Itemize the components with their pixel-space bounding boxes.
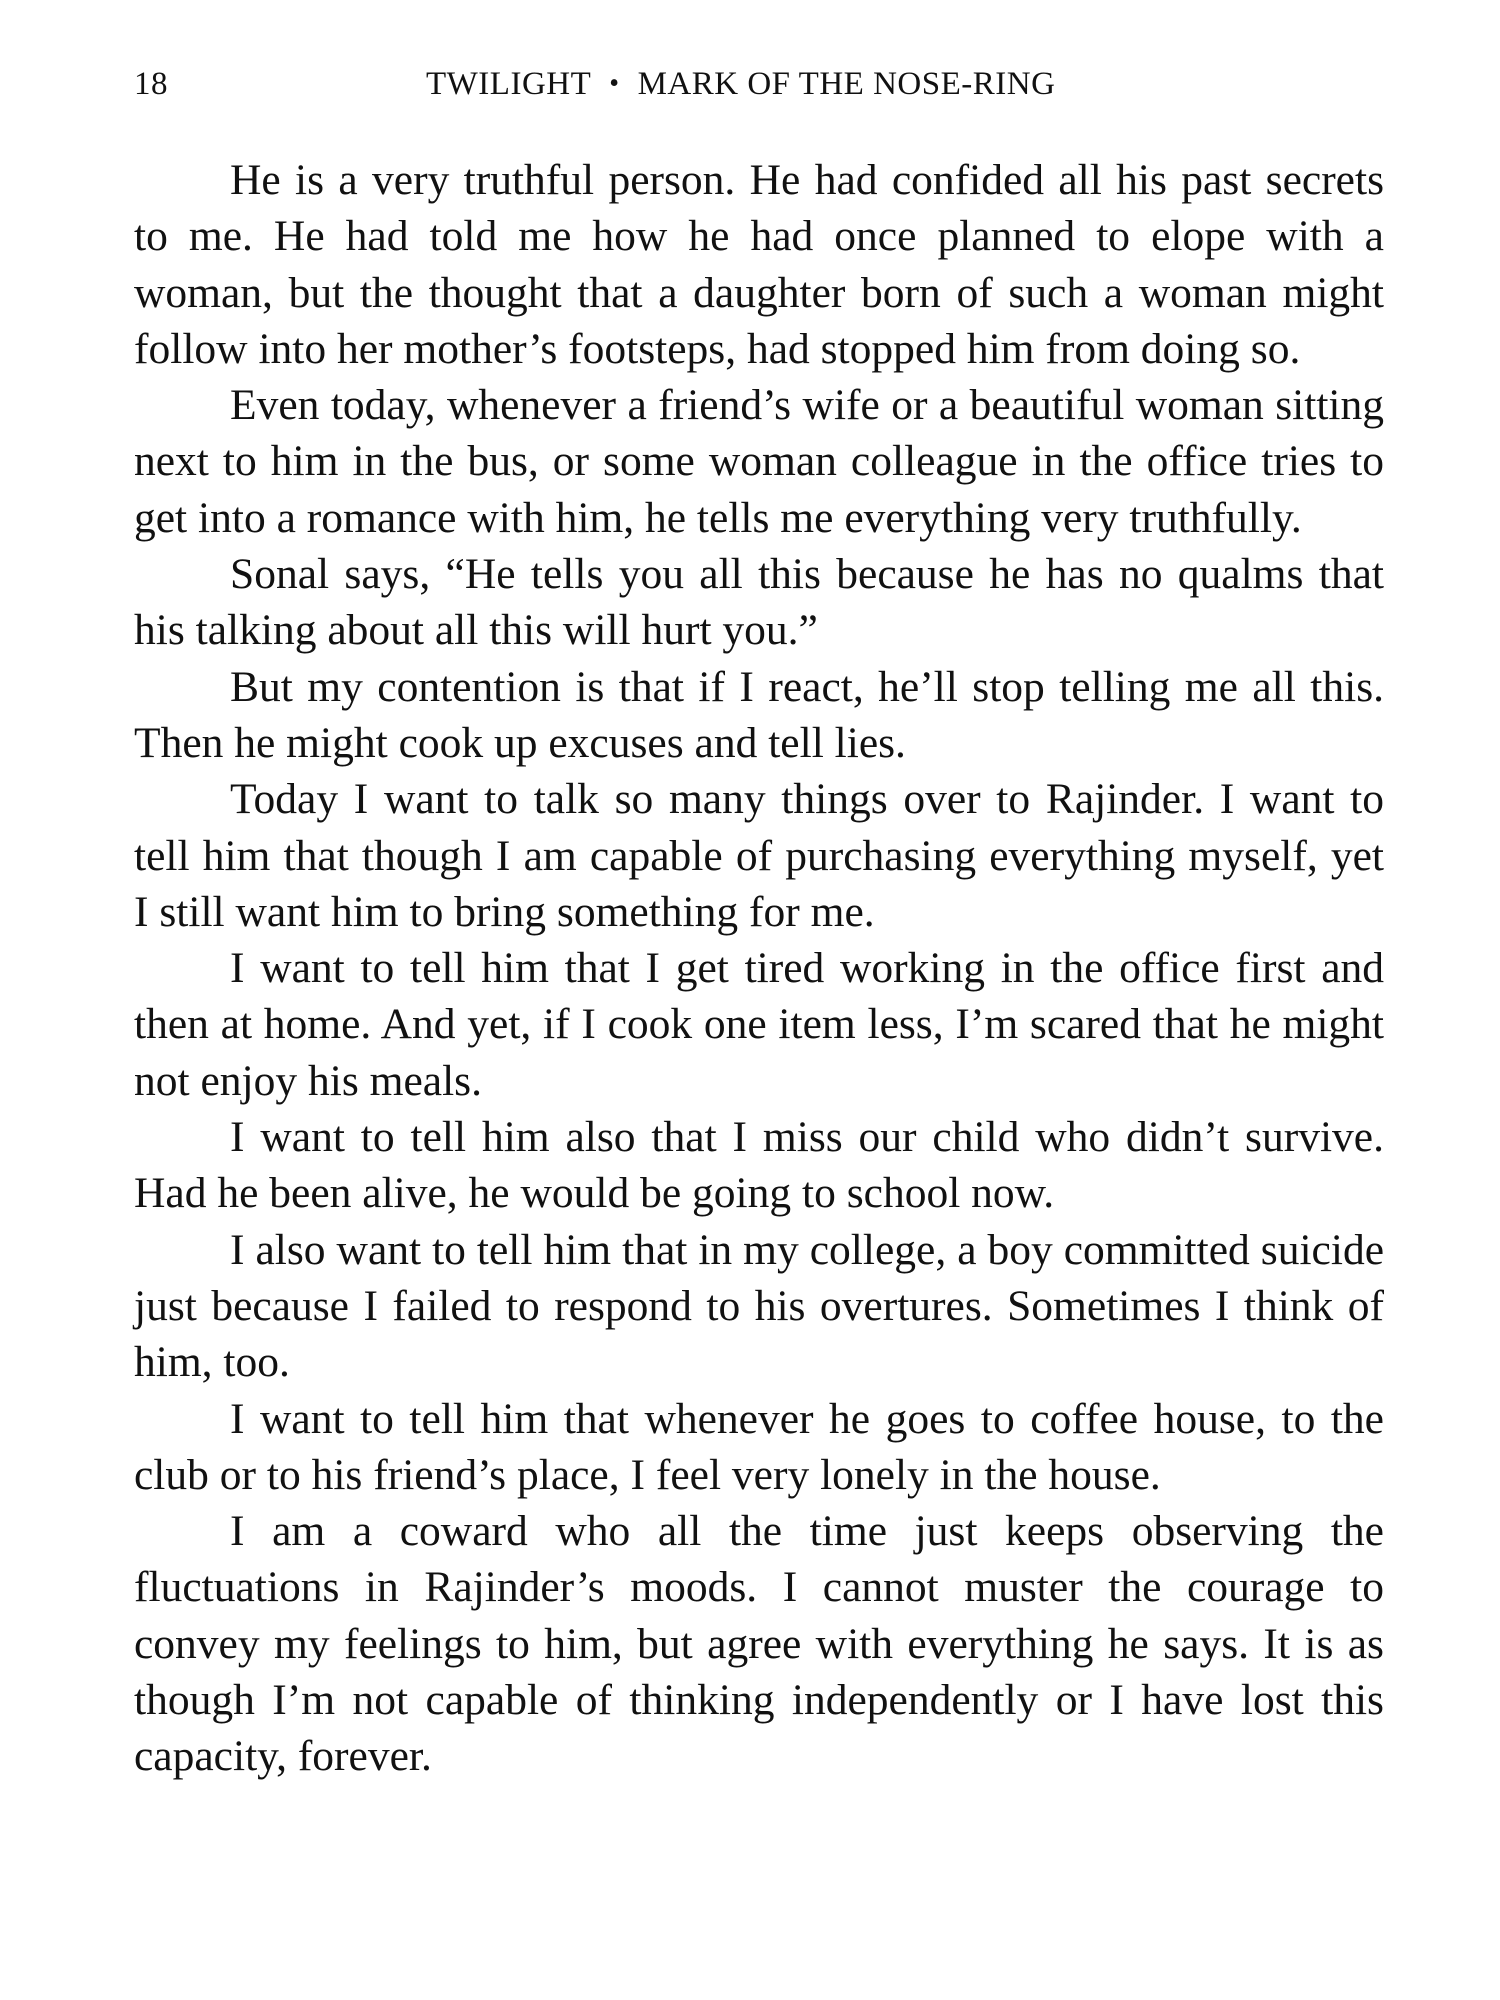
paragraph: Sonal says, “He tells you all this because he has no qualms that his talking about all this will hurt you.”	[134, 550, 1384, 655]
paragraph: I want to tell him that whenever he goes to coffee house, to the club or to his friend’s place, I feel very lonely in the house.	[134, 1394, 1384, 1499]
book-title: TWILIGHT	[426, 66, 592, 102]
paragraph: I want to tell him also that I miss our child who didn’t survive. Had he been alive, he would be going to school now.	[134, 1113, 1384, 1218]
body-text	[134, 152, 1384, 1785]
paragraph: I am a coward who all the time just keeps observing the fluctuations in Rajinder’s moods. I cannot muster the courage to convey my feelings to him, but agree with everything he says. It is as though I’m not capable of thinking independently or I have lost this capacity, forever.	[134, 1507, 1384, 1781]
paragraph: But my contention is that if I react, he’ll stop telling me all this. Then he might cook up excuses and tell lies.	[134, 662, 1384, 767]
running-header	[134, 64, 1384, 104]
paragraph: I want to tell him that I get tired working in the office first and then at home. And yet, if I cook one item less, I’m scared that he might not enjoy his meals.	[134, 944, 1384, 1105]
page-number: 18	[134, 66, 168, 102]
chapter-title: MARK OF THE NOSE-RING	[637, 66, 1056, 102]
title-separator: •	[609, 68, 620, 99]
paragraph: I also want to tell him that in my college, a boy committed suicide just because I failed to respond to his overtures. Sometimes I think of him, too.	[134, 1225, 1384, 1387]
paragraph: Even today, whenever a friend’s wife or a beautiful woman sitting next to him in the bus, or some woman colleague in the office tries to get into a romance with him, he tells me everything very truthfully.	[134, 381, 1384, 542]
paragraph: He is a very truthful person. He had confided all his past secrets to me. He had told me how he had once planned to elope with a woman, but the thought that a daughter born of such a woman might follow into her mother’s footsteps, had stopped him from doing so.	[134, 156, 1384, 373]
paragraph: Today I want to talk so many things over to Rajinder. I want to tell him that though I am capable of purchasing everything myself, yet I still want him to bring something for me.	[134, 775, 1384, 936]
running-title	[426, 64, 1055, 104]
